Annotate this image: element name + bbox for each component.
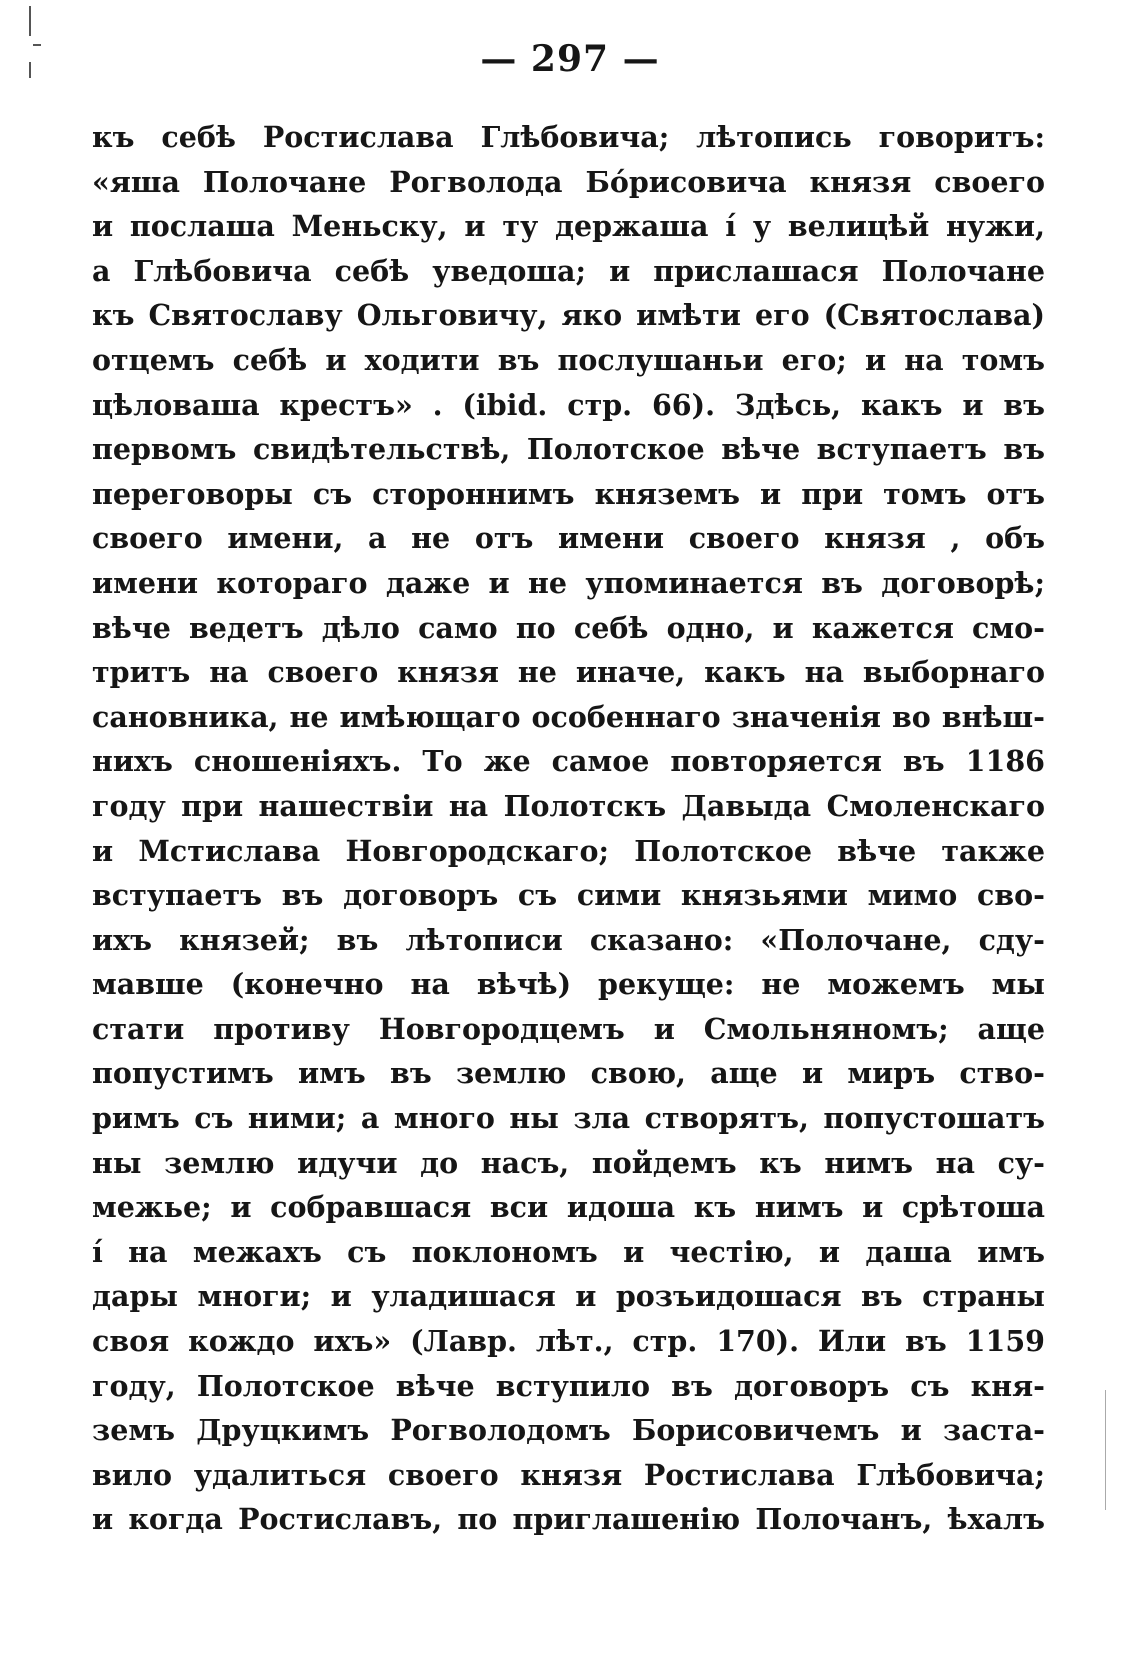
text-line: вѣче ведетъ дѣло само по себѣ одно, и кажется смо- xyxy=(92,610,1045,645)
scan-edge-mark xyxy=(29,6,31,36)
text-line: отцемъ себѣ и ходити въ послушаньи его; и на томъ xyxy=(92,342,1045,377)
text-line: дары многи; и уладишася и розъидошася въ страны xyxy=(92,1279,1045,1314)
page-number: — 297 — xyxy=(480,38,660,80)
text-line: своего имени, а не отъ имени своего князя , объ xyxy=(92,521,1045,556)
text-line: своя кождо ихъ» (Лавр. лѣт., стр. 170). Или въ 1159 xyxy=(92,1324,1045,1359)
text-line: межье; и собравшася вси идоша къ нимъ и срѣтоша xyxy=(92,1190,1045,1225)
text-line: къ себѣ Ростислава Глѣбовича; лѣтопись говоритъ: xyxy=(92,120,1045,154)
text-line: ны землю идучи до насъ, пойдемъ къ нимъ на су- xyxy=(92,1145,1045,1180)
text-line: попустимъ имъ въ землю свою, аще и миръ ство- xyxy=(92,1056,1045,1091)
text-line: «яша Полочане Рогволода Бо́рисовича князя своего xyxy=(92,164,1045,199)
text-line: ихъ князей; въ лѣтописи сказано: «Полочане, сду- xyxy=(92,922,1045,957)
text-line: тритъ на своего князя не иначе, какъ на выборнаго xyxy=(92,655,1045,690)
text-line: нихъ сношеніяхъ. То же самое повторяется въ 1186 xyxy=(92,744,1045,779)
text-line: къ Святославу Ольговичу, яко имѣти его (Святослава) xyxy=(92,298,1045,333)
text-line: и послаша Меньску, и ту держаша і́ у велицѣй нужи, xyxy=(92,209,1045,244)
text-line: цѣловаша крестъ» . (ibid. стр. 66). Здѣсь, какъ и въ xyxy=(92,387,1045,422)
text-line: мавше (конечно на вѣчѣ) рекуще: не можемъ мы xyxy=(92,967,1045,1002)
text-line: стати противу Новгородцемъ и Смольняномъ; аще xyxy=(92,1011,1045,1046)
text-line: году, Полотское вѣче вступило въ договоръ съ кня- xyxy=(92,1368,1045,1403)
text-line: земъ Друцкимъ Рогволодомъ Борисовичемъ и заста- xyxy=(92,1413,1045,1448)
text-line: первомъ свидѣтельствѣ, Полотское вѣче вступаетъ въ xyxy=(92,432,1045,467)
text-line: имени котораго даже и не упоминается въ договорѣ; xyxy=(92,565,1045,600)
text-line: сановника, не имѣющаго особеннаго значенія во внѣш- xyxy=(92,699,1045,734)
text-line: году при нашествіи на Полотскъ Давыда Смоленскаго xyxy=(92,788,1045,823)
scan-edge-mark xyxy=(1105,1390,1106,1510)
text-line: римъ съ ними; а много ны зла створятъ, попустошатъ xyxy=(92,1101,1045,1136)
text-line: вступаетъ въ договоръ съ сими князьями мимо сво- xyxy=(92,878,1045,913)
text-line: переговоры съ стороннимъ княземъ и при томъ отъ xyxy=(92,476,1045,511)
body-text xyxy=(92,115,1045,1542)
text-line: вило удалиться своего князя Ростислава Глѣбовича; xyxy=(92,1457,1045,1492)
text-line: а Глѣбовича себѣ уведоша; и прислашася Полочане xyxy=(92,253,1045,288)
text-line: и Мстислава Новгородскаго; Полотское вѣче также xyxy=(92,833,1045,868)
text-line: і́ на межахъ съ поклономъ и честію, и даша имъ xyxy=(92,1234,1045,1269)
text-line: и когда Ростиславъ, по приглашенію Полочанъ, ѣхалъ xyxy=(92,1502,1045,1537)
